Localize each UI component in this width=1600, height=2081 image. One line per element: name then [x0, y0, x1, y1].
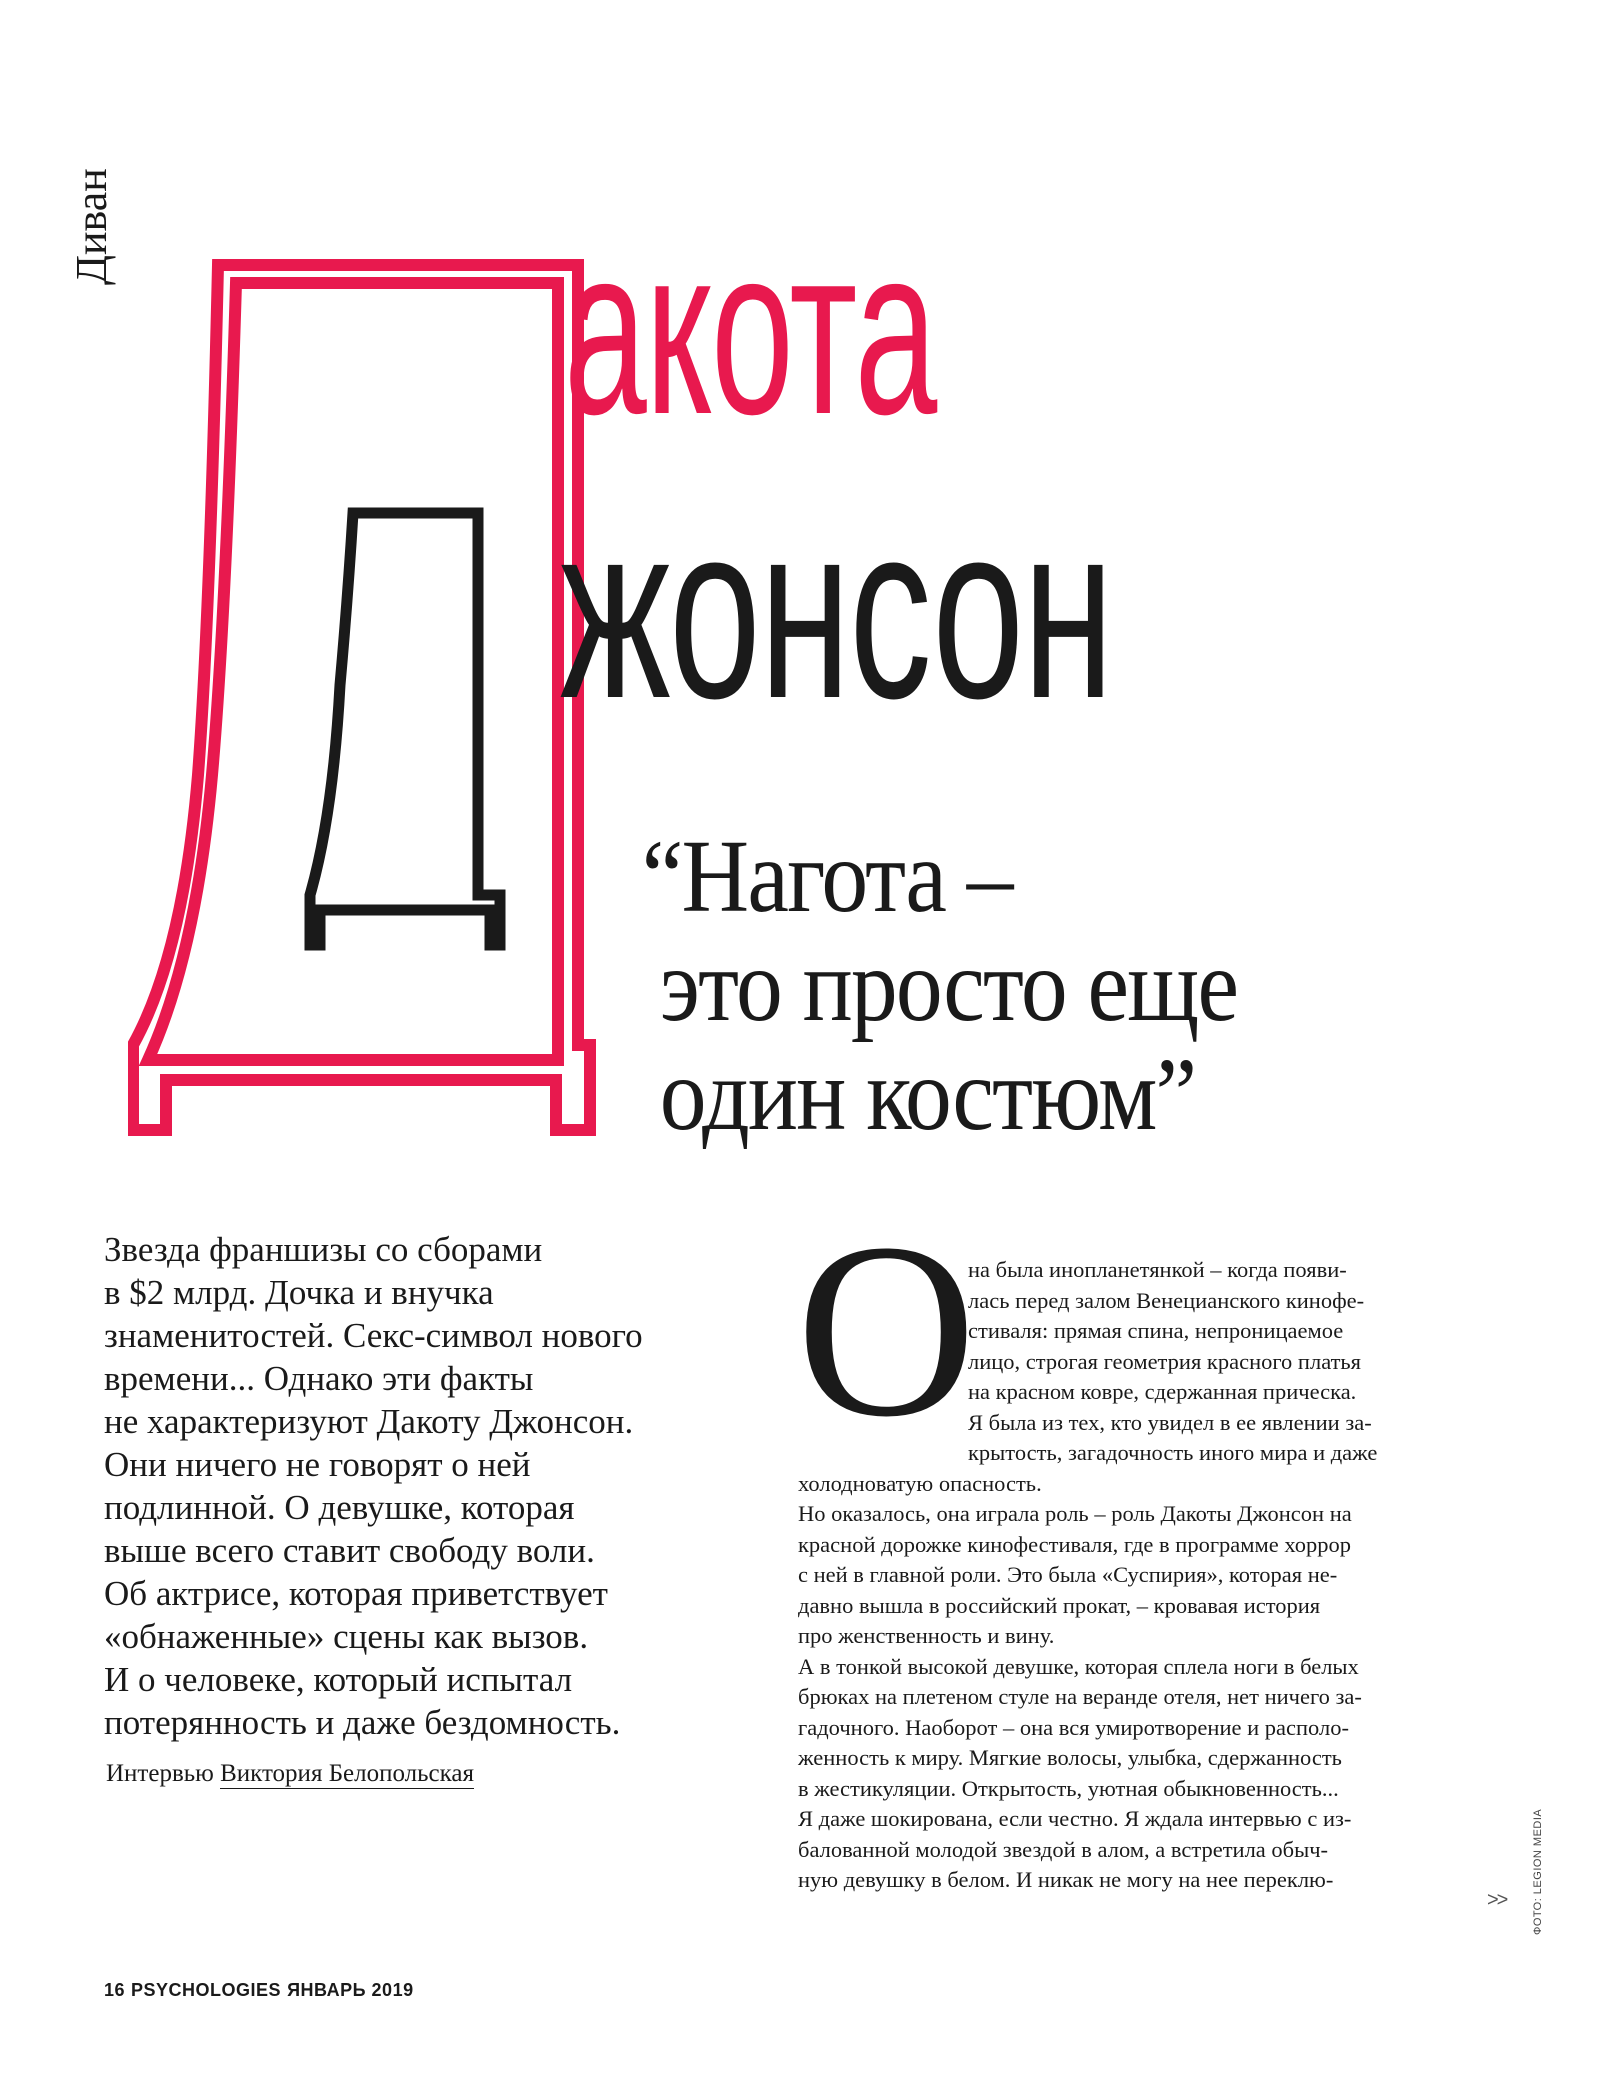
body-line: в жестикуляции. Открытость, уютная обыкновенность... — [798, 1775, 1339, 1801]
body-line: брюках на плетеном стуле на веранде отеля, нет ничего за- — [798, 1684, 1362, 1709]
body-line: женность к миру. Мягкие волосы, улыбка, сдержанность — [798, 1745, 1342, 1770]
lead-line: Об актрисе, которая приветствует — [104, 1574, 608, 1613]
title-initial-black — [310, 513, 500, 945]
article-body — [798, 1255, 1478, 1896]
body-line: ную девушку в белом. И никак не могу на нее переклю- — [798, 1867, 1334, 1892]
section-label: Диван — [67, 168, 116, 286]
lead-line: «обнаженные» сцены как вызов. — [104, 1617, 589, 1656]
body-line: Я была из тех, кто увидел в ее явлении за- — [968, 1409, 1372, 1435]
continue-arrow-icon: >> — [1487, 1889, 1507, 1911]
pull-quote-line-3: один костюм” — [659, 1037, 1196, 1153]
title-line-1: акота — [564, 196, 937, 464]
lead-line: времени... Однако эти факты — [104, 1359, 534, 1398]
body-line: холодноватую опасность. — [798, 1470, 1042, 1496]
pull-quote — [640, 819, 1378, 1153]
body-line: красной дорожке кинофестиваля, где в программе хоррор — [798, 1531, 1352, 1557]
body-line: А в тонкой высокой девушке, которая сплела ноги в белых — [798, 1653, 1359, 1679]
drop-cap: О — [796, 1192, 977, 1469]
byline-author: Виктория Белопольская — [220, 1760, 474, 1787]
body-line: стиваля: прямая спина, непроницаемое — [968, 1318, 1344, 1343]
lead-line: Они ничего не говорят о ней — [104, 1445, 531, 1484]
body-line: Я даже шокирована, если честно. Я ждала интервью с из- — [798, 1806, 1352, 1831]
byline — [106, 1760, 474, 1788]
body-line: на красном ковре, сдержанная прическа. — [968, 1379, 1357, 1404]
title-line-2: жонсон — [560, 471, 1113, 750]
body-line: с ней в главной роли. Это была «Суспирия», которая не- — [798, 1562, 1338, 1587]
lead-line: в $2 млрд. Дочка и внучка — [104, 1273, 494, 1312]
body-line: про женственность и вину. — [798, 1623, 1055, 1648]
lead-paragraph — [104, 1228, 744, 1744]
body-line: лась перед залом Венецианского кинофе- — [968, 1287, 1365, 1313]
title-initial-outline-red — [133, 265, 590, 1130]
byline-prefix: Интервью — [106, 1760, 214, 1787]
body-line: крытость, загадочность иного мира и даже — [968, 1440, 1378, 1465]
title-initial-letter — [128, 255, 598, 1140]
page-number: 16 — [104, 1980, 126, 2000]
photo-credit: ФОТО: LEGION MEDIA — [1532, 1808, 1544, 1935]
magazine-name: PSYCHOLOGIES — [131, 1980, 282, 2000]
pull-quote-line-2: это просто еще — [659, 928, 1238, 1044]
body-line: лицо, строгая геометрия красного платья — [968, 1348, 1362, 1374]
body-line: Но оказалось, она играла роль – роль Дакоты Джонсон на — [798, 1501, 1352, 1526]
lead-line: Звезда франшизы со сборами — [104, 1230, 543, 1269]
lead-line: не характеризуют Дакоту Джонсон. — [104, 1402, 634, 1441]
lead-line: выше всего ставит свободу воли. — [104, 1531, 595, 1570]
page-footer — [104, 1980, 420, 2001]
issue-date: ЯНВАРЬ 2019 — [287, 1980, 414, 2000]
lead-line: И о человеке, который испытал — [104, 1660, 573, 1699]
body-line: балованной молодой звездой в алом, а встретила обыч- — [798, 1836, 1329, 1862]
lead-line: подлинной. О девушке, которая — [104, 1488, 575, 1527]
lead-line: знаменитостей. Секс-символ нового — [104, 1316, 643, 1355]
pull-quote-line-1: “Нагота – — [641, 819, 1012, 934]
body-line: гадочного. Наоборот – она вся умиротворение и располо- — [798, 1714, 1349, 1740]
lead-line: потерянность и даже бездомность. — [104, 1703, 621, 1742]
body-line: давно вышла в российский прокат, – кровавая история — [798, 1592, 1321, 1618]
body-line: на была инопланетянкой – когда появи- — [968, 1257, 1347, 1282]
